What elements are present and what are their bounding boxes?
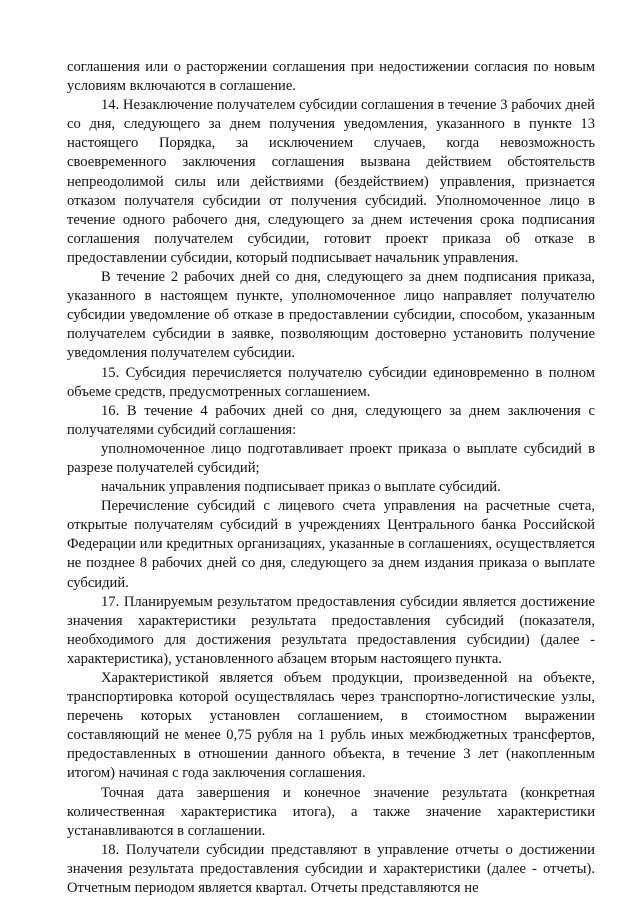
paragraph-17-characteristic: Характеристикой является объем продукции, произведенной на объекте, транспортировка которой осуществлялась через транспортно-логистические узлы, перечень которых установлен соглашением, в стоимостном выражении составляющий не менее 0,75 рубля на 1 рубль иных межбюджетных трансфертов, предоставленных в отношении данного объекта, в течение 3 лет (накопленным итогом) начиная с года заключения соглашения. bbox=[67, 670, 595, 782]
paragraph-18: 18. Получатели субсидии представляют в управление отчеты о достижении значения результата предоставления субсидии и характеристики (далее - отчеты). Отчетным периодом является квартал. Отчеты представляются не bbox=[67, 841, 595, 897]
paragraph-16-item-2: начальник управления подписывает приказ о выплате субсидий. bbox=[101, 479, 501, 496]
paragraph-14: 14. Незаключение получателем субсидии соглашения в течение 3 рабочих дней со дня, следующего за днем получения уведомления, указанного в пункте 13 настоящего Порядка, за исключением случаев, когда невозможность своевременного заключения соглашения вызвана действием обстоятельств непреодолимой силы или действиями (бездействием) управления, признается отказом получателя субсидии от получения субсидий. Уполномоченное лицо в течение одного рабочего дня, следующего за днем истечения срока подписания соглашения получателем субсидии, готовит проект приказа об отказе в предоставлении субсидии, который подписывает начальник управления. bbox=[67, 97, 595, 266]
paragraph-16-item-1: уполномоченное лицо подготавливает проект приказа о выплате субсидий в разрезе получателей субсидий; bbox=[67, 440, 595, 476]
paragraph-14-notice: В течение 2 рабочих дней со дня, следующего за днем подписания приказа, указанного в настоящем пункте, уполномоченное лицо направляет получателю субсидии уведомление об отказе в предоставлении субсидии, способом, указанным получателем субсидии в заявке, позволяющим достоверно установить получение уведомления получателем субсидии. bbox=[67, 269, 595, 362]
paragraph-16-transfer: Перечисление субсидий с лицевого счета управления на расчетные счета, открытые получателям субсидий в учреждениях Центрального банка Российской Федерации или кредитных организациях, указанные в соглашениях, осуществляется не позднее 8 рабочих дней со дня, следующего за днем издания приказа о выплате субсидий. bbox=[67, 498, 595, 591]
paragraph-17: 17. Планируемым результатом предоставления субсидии является достижение значения характеристики результата предоставления субсидий (показателя, необходимого для достижения результата предоставления субсидии) (далее - характеристика), установленного абзацем вторым настоящего пункта. bbox=[67, 593, 595, 667]
paragraph-15: 15. Субсидия перечисляется получателю субсидии единовременно в полном объеме средств, предусмотренных соглашением. bbox=[67, 364, 595, 400]
paragraph-17-final-value: Точная дата завершения и конечное значение результата (конкретная количественная характеристика итога), а также значение характеристики устанавливаются в соглашении. bbox=[67, 784, 595, 839]
paragraph-16: 16. В течение 4 рабочих дней со дня, следующего за днем заключения с получателями субсидий соглашения: bbox=[67, 402, 595, 438]
document-body bbox=[67, 58, 595, 898]
paragraph-continuation: соглашения или о расторжении соглашения при недостижении согласия по новым условиям включаются в соглашение. bbox=[67, 59, 595, 95]
